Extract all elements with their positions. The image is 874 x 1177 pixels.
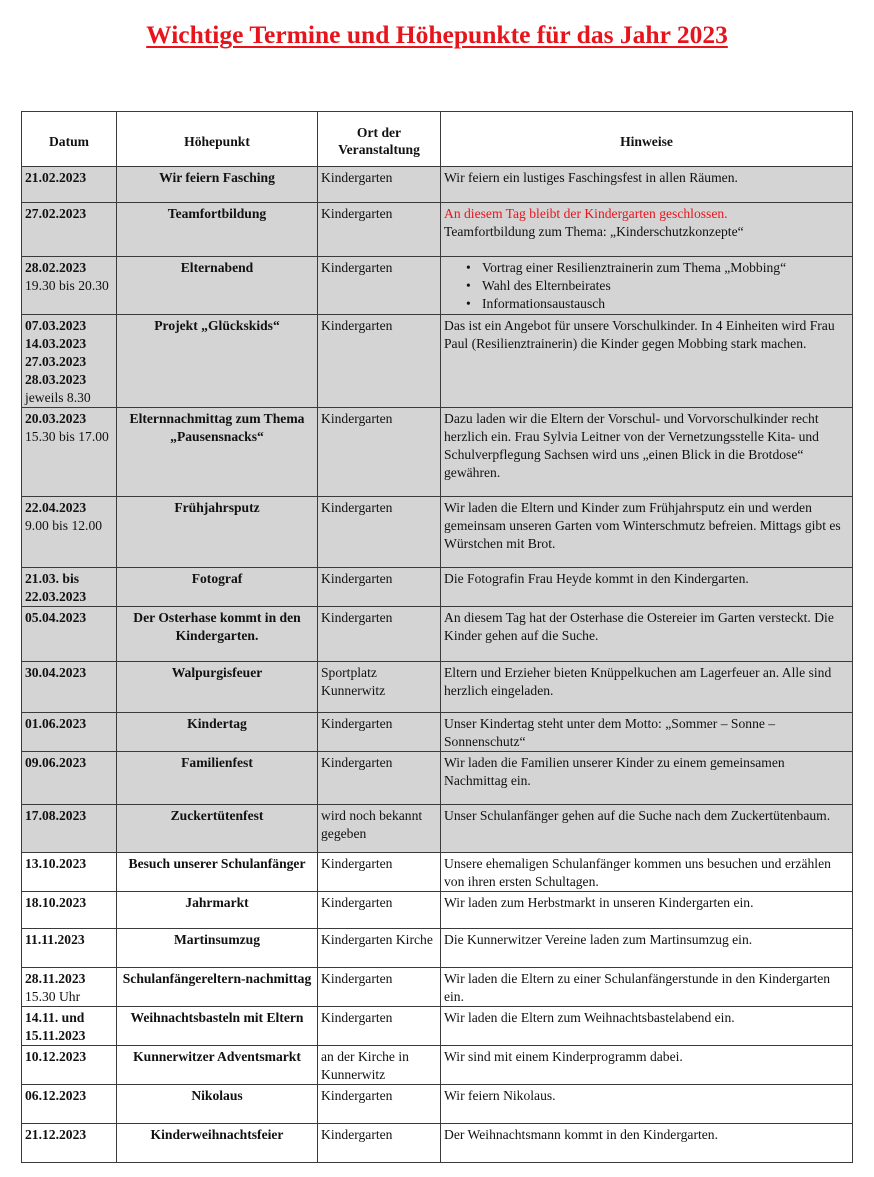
hint-text: Unsere ehemaligen Schulanfänger kommen uns besuchen und erzählen von ihren ersten Schultagen. xyxy=(444,856,831,889)
date-cell xyxy=(22,662,117,713)
event-cell: Familienfest xyxy=(117,752,318,805)
hint-cell xyxy=(441,929,853,968)
date-value: 21.12.2023 xyxy=(25,1127,87,1142)
event-cell: Kinderweihnachtsfeier xyxy=(117,1124,318,1163)
place-cell: Kindergarten xyxy=(318,568,441,607)
date-value: 20.03.2023 xyxy=(25,411,87,426)
date-cell xyxy=(22,929,117,968)
hint-cell xyxy=(441,607,853,662)
table-row xyxy=(22,203,853,257)
place-cell: Kindergarten xyxy=(318,752,441,805)
date-value: 28.11.2023 xyxy=(25,971,86,986)
place-cell: Kindergarten xyxy=(318,497,441,568)
hint-cell xyxy=(441,167,853,203)
hint-text: Die Fotografin Frau Heyde kommt in den Kindergarten. xyxy=(444,571,749,586)
table-row xyxy=(22,607,853,662)
table-row xyxy=(22,1046,853,1085)
hint-text: Der Weihnachtsmann kommt in den Kindergarten. xyxy=(444,1127,718,1142)
table-row xyxy=(22,408,853,497)
table-header-row xyxy=(22,112,853,167)
date-value: 13.10.2023 xyxy=(25,856,87,871)
hint-text: Das ist ein Angebot für unsere Vorschulkinder. In 4 Einheiten wird Frau Paul (Resilienztrainerin) die Kinder gegen Mobbing stark machen. xyxy=(444,318,835,351)
event-cell: Frühjahrsputz xyxy=(117,497,318,568)
table-row xyxy=(22,662,853,713)
header-hoehepunkt: Höhepunkt xyxy=(117,112,318,167)
date-time: 15.30 bis 17.00 xyxy=(25,429,109,444)
hint-text: An diesem Tag hat der Osterhase die Ostereier im Garten versteckt. Die Kinder gehen auf die Suche. xyxy=(444,610,834,643)
date-value: 10.12.2023 xyxy=(25,1049,87,1064)
date-cell xyxy=(22,315,117,408)
date-value: 09.06.2023 xyxy=(25,755,87,770)
date-time: 9.00 bis 12.00 xyxy=(25,518,103,533)
hint-text: Eltern und Erzieher bieten Knüppelkuchen am Lagerfeuer an. Alle sind herzlich eingeladen. xyxy=(444,665,832,698)
event-cell: Teamfortbildung xyxy=(117,203,318,257)
date-cell xyxy=(22,568,117,607)
date-cell xyxy=(22,607,117,662)
hint-list xyxy=(444,259,849,313)
place-cell: Sportplatz Kunnerwitz xyxy=(318,662,441,713)
date-value: 21.03. bis 22.03.2023 xyxy=(25,571,87,604)
event-cell: Zuckertütenfest xyxy=(117,805,318,853)
hint-text: Wir feiern Nikolaus. xyxy=(444,1088,556,1103)
place-cell: Kindergarten xyxy=(318,713,441,752)
hint-cell xyxy=(441,662,853,713)
hint-text: Wir laden die Eltern zum Weihnachtsbastelabend ein. xyxy=(444,1010,735,1025)
hint-text: Wir laden die Familien unserer Kinder zu einem gemeinsamen Nachmittag ein. xyxy=(444,755,785,788)
event-cell: Walpurgisfeuer xyxy=(117,662,318,713)
event-cell: Weihnachtsbasteln mit Eltern xyxy=(117,1007,318,1046)
place-cell: Kindergarten xyxy=(318,892,441,929)
page-title: Wichtige Termine und Höhepunkte für das Jahr 2023 xyxy=(146,20,728,49)
event-cell: Elternnachmittag zum Thema „Pausensnacks“ xyxy=(117,408,318,497)
date-cell xyxy=(22,892,117,929)
date-cell xyxy=(22,497,117,568)
hint-text: Wir sind mit einem Kinderprogramm dabei. xyxy=(444,1049,683,1064)
hint-text: Wir laden zum Herbstmarkt in unseren Kindergarten ein. xyxy=(444,895,754,910)
hint-cell xyxy=(441,1124,853,1163)
event-cell: Elternabend xyxy=(117,257,318,315)
date-cell xyxy=(22,713,117,752)
table-row xyxy=(22,929,853,968)
table-row xyxy=(22,968,853,1007)
table-row xyxy=(22,167,853,203)
place-cell: Kindergarten xyxy=(318,257,441,315)
table-row xyxy=(22,853,853,892)
place-cell: Kindergarten xyxy=(318,167,441,203)
date-value: 27.02.2023 xyxy=(25,206,87,221)
place-cell: Kindergarten Kirche xyxy=(318,929,441,968)
date-value: 11.11.2023 xyxy=(25,932,85,947)
date-value: 06.12.2023 xyxy=(25,1088,87,1103)
date-value: 05.04.2023 xyxy=(25,610,87,625)
hint-text: Unser Schulanfänger gehen auf die Suche nach dem Zuckertütenbaum. xyxy=(444,808,831,823)
hint-text: Wir laden die Eltern zu einer Schulanfängerstunde in den Kindergarten ein. xyxy=(444,971,831,1004)
date-time: jeweils 8.30 xyxy=(25,390,91,405)
event-cell: Schulanfängereltern-nachmittag xyxy=(117,968,318,1007)
hint-cell xyxy=(441,853,853,892)
date-cell xyxy=(22,1046,117,1085)
table-row xyxy=(22,713,853,752)
hint-cell xyxy=(441,257,853,315)
place-cell: Kindergarten xyxy=(318,408,441,497)
date-cell xyxy=(22,257,117,315)
hint-cell xyxy=(441,1085,853,1124)
date-value: 07.03.2023 14.03.2023 27.03.2023 28.03.2023 xyxy=(25,318,87,387)
table-row xyxy=(22,315,853,408)
hint-cell xyxy=(441,408,853,497)
date-value: 28.02.2023 xyxy=(25,260,87,275)
table-row xyxy=(22,892,853,929)
hint-list-item: • Wahl des Elternbeirates xyxy=(482,277,849,295)
header-hinweise: Hinweise xyxy=(441,112,853,167)
hint-cell xyxy=(441,752,853,805)
place-cell: Kindergarten xyxy=(318,607,441,662)
hint-cell xyxy=(441,1046,853,1085)
hint-cell xyxy=(441,892,853,929)
date-value: 22.04.2023 xyxy=(25,500,87,515)
date-cell xyxy=(22,203,117,257)
date-cell xyxy=(22,805,117,853)
table-row xyxy=(22,752,853,805)
place-cell: wird noch bekannt gegeben xyxy=(318,805,441,853)
table-row xyxy=(22,1007,853,1046)
place-cell: Kindergarten xyxy=(318,203,441,257)
event-cell: Kunnerwitzer Adventsmarkt xyxy=(117,1046,318,1085)
event-cell: Nikolaus xyxy=(117,1085,318,1124)
event-cell: Fotograf xyxy=(117,568,318,607)
date-value: 01.06.2023 xyxy=(25,716,87,731)
event-cell: Besuch unserer Schulanfänger xyxy=(117,853,318,892)
date-cell xyxy=(22,853,117,892)
date-time: 19.30 bis 20.30 xyxy=(25,278,109,293)
table-row xyxy=(22,257,853,315)
event-cell: Jahrmarkt xyxy=(117,892,318,929)
place-cell: Kindergarten xyxy=(318,315,441,408)
hint-cell xyxy=(441,497,853,568)
date-value: 17.08.2023 xyxy=(25,808,87,823)
hint-text: Unser Kindertag steht unter dem Motto: „Sommer – Sonne – Sonnenschutz“ xyxy=(444,716,776,749)
hint-text: Die Kunnerwitzer Vereine laden zum Martinsumzug ein. xyxy=(444,932,753,947)
table-row xyxy=(22,805,853,853)
hint-list-item: • Informationsaustausch xyxy=(482,295,849,313)
hint-text: Teamfortbildung zum Thema: „Kinderschutzkonzepte“ xyxy=(444,224,744,239)
header-datum: Datum xyxy=(22,112,117,167)
event-cell: Martinsumzug xyxy=(117,929,318,968)
event-cell: Kindertag xyxy=(117,713,318,752)
place-cell: Kindergarten xyxy=(318,968,441,1007)
hint-cell xyxy=(441,568,853,607)
event-cell: Der Osterhase kommt in den Kindergarten. xyxy=(117,607,318,662)
place-cell: Kindergarten xyxy=(318,1007,441,1046)
hint-text: Dazu laden wir die Eltern der Vorschul- und Vorvorschulkinder recht herzlich ein. Frau Sylvia Leitner von der Vernetzungsstelle Kita- und Schulverpflegung Sachsen wird uns „einen Blick in die Brotdose“ gewähren. xyxy=(444,411,819,480)
hint-text: Wir feiern ein lustiges Faschingsfest in allen Räumen. xyxy=(444,170,738,185)
date-cell xyxy=(22,167,117,203)
hint-cell xyxy=(441,1007,853,1046)
place-cell: Kindergarten xyxy=(318,1085,441,1124)
table-row xyxy=(22,497,853,568)
hint-cell xyxy=(441,713,853,752)
date-value: 14.11. und 15.11.2023 xyxy=(25,1010,86,1043)
date-value: 18.10.2023 xyxy=(25,895,87,910)
date-value: 30.04.2023 xyxy=(25,665,87,680)
place-cell: an der Kirche in Kunnerwitz xyxy=(318,1046,441,1085)
date-cell xyxy=(22,408,117,497)
date-cell xyxy=(22,1085,117,1124)
table-row xyxy=(22,568,853,607)
date-cell xyxy=(22,1007,117,1046)
date-time: 15.30 Uhr xyxy=(25,989,81,1004)
place-cell: Kindergarten xyxy=(318,1124,441,1163)
hint-cell xyxy=(441,315,853,408)
date-cell xyxy=(22,968,117,1007)
hint-warning: An diesem Tag bleibt der Kindergarten geschlossen. xyxy=(444,206,728,221)
header-ort: Ort der Veranstaltung xyxy=(318,112,441,167)
event-cell: Wir feiern Fasching xyxy=(117,167,318,203)
hint-cell xyxy=(441,968,853,1007)
date-cell xyxy=(22,1124,117,1163)
date-value: 21.02.2023 xyxy=(25,170,87,185)
hint-text: Wir laden die Eltern und Kinder zum Frühjahrsputz ein und werden gemeinsam unseren Garten vom Winterschmutz befreien. Mittags gibt es Würstchen mit Brot. xyxy=(444,500,841,551)
hint-cell xyxy=(441,203,853,257)
table-row xyxy=(22,1085,853,1124)
date-cell xyxy=(22,752,117,805)
place-cell: Kindergarten xyxy=(318,853,441,892)
event-cell: Projekt „Glückskids“ xyxy=(117,315,318,408)
hint-cell xyxy=(441,805,853,853)
hint-list-item: • Vortrag einer Resilienztrainerin zum Thema „Mobbing“ xyxy=(482,259,849,277)
table-row xyxy=(22,1124,853,1163)
events-table xyxy=(21,111,853,1163)
